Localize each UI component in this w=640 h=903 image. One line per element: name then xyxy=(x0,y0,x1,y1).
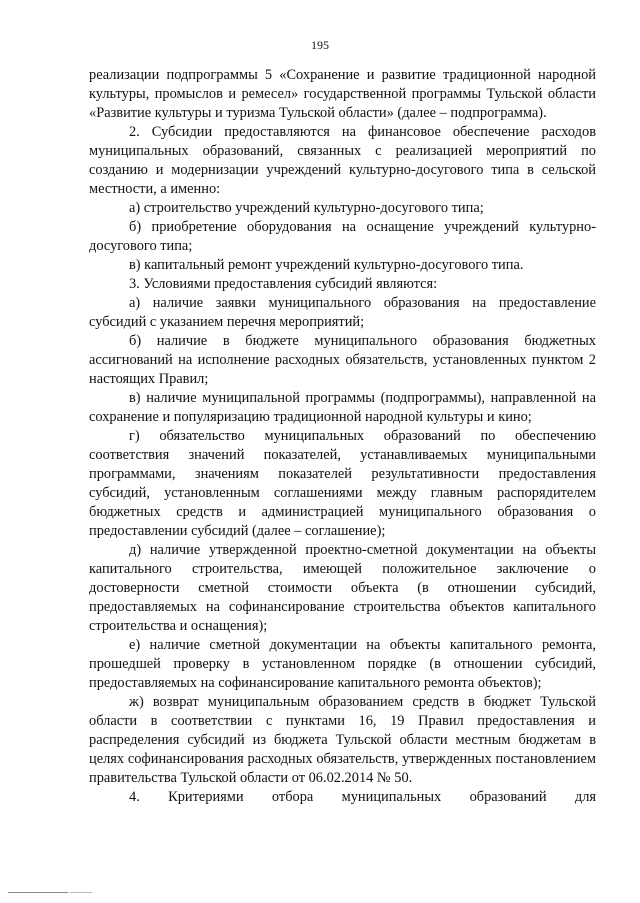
paragraph-3a: а) наличие заявки муниципального образования на предоставление субсидий с указанием перечня мероприятий; xyxy=(89,295,596,330)
footer-rule xyxy=(8,892,68,893)
paragraph-2a: а) строительство учреждений культурно-досугового типа; xyxy=(129,200,484,216)
paragraph-2b: б) приобретение оборудования на оснащение учреждений культурно-досугового типа; xyxy=(89,219,596,254)
footer-rule-fragment xyxy=(70,892,92,893)
paragraph-2v: в) капитальный ремонт учреждений культурно-досугового типа. xyxy=(129,257,524,273)
paragraph-4-criteria: 4. Критериями отбора муниципальных образований для xyxy=(129,789,596,805)
paragraph-3b: б) наличие в бюджете муниципального образования бюджетных ассигнований на исполнение расходных обязательств, установленных пунктом 2 настоящих Правил; xyxy=(89,333,596,387)
paragraph-3e: е) наличие сметной документации на объекты капитального ремонта, прошедшей проверку в установленном порядке (в отношении субсидий, предоставляемых на софинансирование капитального ремонта объектов); xyxy=(89,637,596,691)
paragraph-3-conditions: 3. Условиями предоставления субсидий являются: xyxy=(129,276,438,292)
paragraph-3d: д) наличие утвержденной проектно-сметной документации на объекты капитального строительства, имеющей положительное заключение о достоверности сметной стоимости объекта (в отношении субсидий, предоставляемых на софинансирование строительства объектов капитального строительства и оснащения); xyxy=(89,542,596,634)
page-number: 195 xyxy=(311,38,329,52)
paragraph-subprogram-continuation: реализации подпрограммы 5 «Сохранение и развитие традиционной народной культуры, промыслов и ремесел» государственной программы Тульской области «Развитие культуры и туризма Тульской области» (далее – подпрограмма). xyxy=(89,67,596,121)
paragraph-2-subsidies: 2. Субсидии предоставляются на финансовое обеспечение расходов муниципальных образований, связанных с реализацией мероприятий по созданию и модернизации учреждений культурно-досугового типа в сельской местности, а именно: xyxy=(89,124,596,197)
document-body xyxy=(89,66,596,807)
paragraph-3zh: ж) возврат муниципальным образованием средств в бюджет Тульской области в соответствии с пунктами 16, 19 Правил предоставления и распределения субсидий из бюджета Тульской области местным бюджетам в целях софинансирования расходных обязательств, утвержденных постановлением правительства Тульской области от 06.02.2014 № 50. xyxy=(89,694,596,786)
paragraph-3v: в) наличие муниципальной программы (подпрограммы), направленной на сохранение и популяризацию традиционной народной культуры и кино; xyxy=(89,390,596,425)
paragraph-3g: г) обязательство муниципальных образований по обеспечению соответствия значений показателей, устанавливаемых муниципальными программами, значениям показателей результативности предоставления субсидий, установленным соглашениями между главным распорядителем бюджетных средств и администрацией муниципального образования о предоставлении субсидий (далее – соглашение); xyxy=(89,428,596,539)
